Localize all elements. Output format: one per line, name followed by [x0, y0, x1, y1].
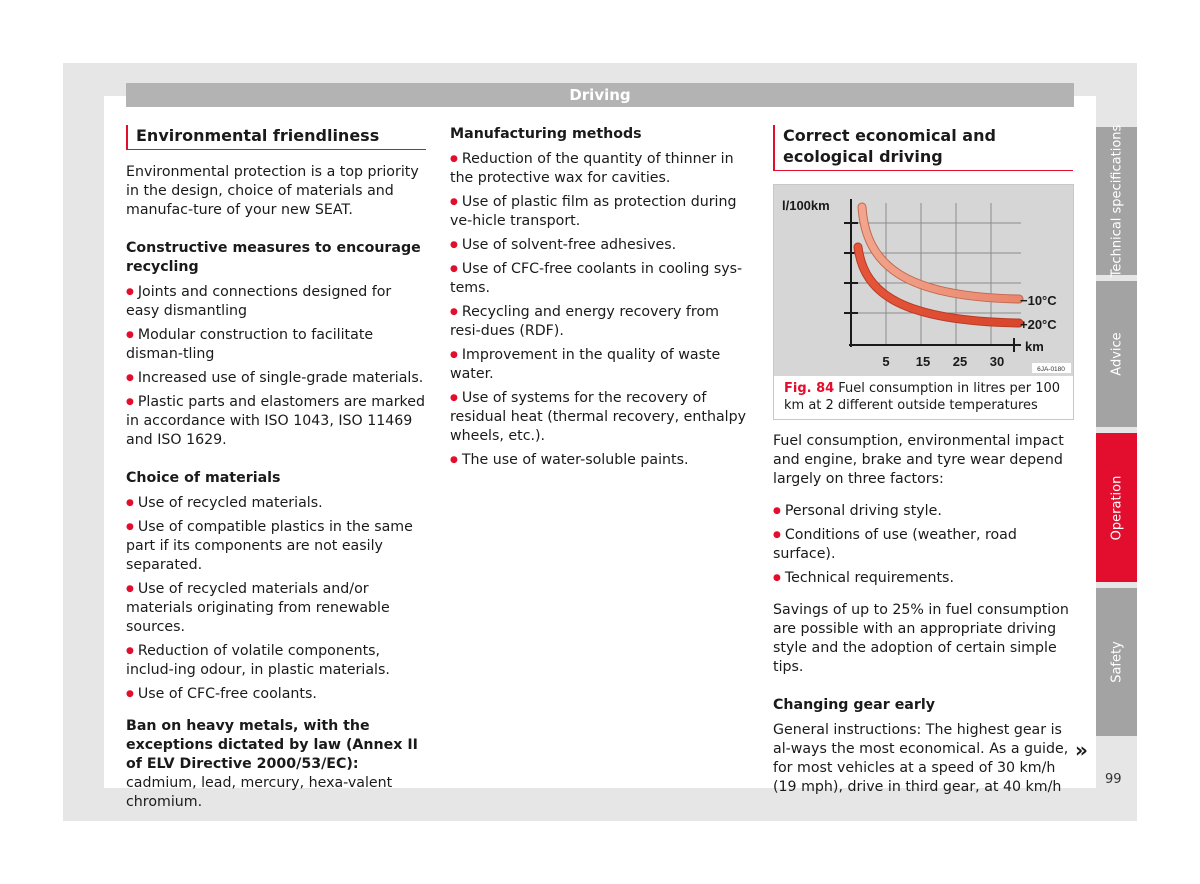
figure-number: Fig. 84	[784, 381, 835, 396]
intro-paragraph: Environmental protection is a top priority in the design, choice of materials and manufac-ture of your new SEAT.	[126, 164, 419, 218]
list-item: ● Conditions of use (weather, road surface).	[773, 526, 1073, 564]
heavy-metals-paragraph	[126, 717, 426, 812]
list-item: ● Technical requirements.	[773, 569, 1073, 588]
list-item: ● Reduction of the quantity of thinner in the protective wax for cavities.	[450, 150, 748, 188]
diagram-svg	[774, 185, 1073, 376]
column-manufacturing	[450, 125, 748, 470]
tab-safety[interactable]	[1096, 588, 1137, 736]
column-economical	[773, 125, 1073, 171]
heading-environmental: Environmental friendliness	[126, 125, 426, 150]
list-item: ● Use of systems for the recovery of residual heat (thermal recovery, enthalpy wheels, etc.).	[450, 389, 748, 446]
list-item: ● Increased use of single-grade materials.	[126, 369, 426, 388]
tab-operation[interactable]	[1096, 433, 1137, 582]
list-item: ● Reduction of volatile components, includ-ing odour, in plastic materials.	[126, 642, 426, 680]
curve-label-minus10: −10°C	[1020, 293, 1057, 308]
heading-economical: Correct economical and ecological driving	[773, 125, 1073, 171]
list-item: ● Joints and connections designed for easy dismantling	[126, 283, 426, 321]
x-tick-label: 30	[989, 354, 1005, 369]
list-item: ● Use of recycled materials.	[126, 494, 426, 513]
x-axis-label: km	[1025, 339, 1044, 354]
list-item: ● Recycling and energy recovery from resi-dues (RDF).	[450, 303, 748, 341]
list-item: ● The use of water-soluble paints.	[450, 451, 748, 470]
continue-icon: »	[1075, 738, 1088, 762]
list-item: ● Use of CFC-free coolants in cooling sys-tems.	[450, 260, 748, 298]
list-item: ● Use of solvent-free adhesives.	[450, 236, 748, 255]
heavy-metals-bold: Ban on heavy metals, with the exceptions dictated by law (Annex II of ELV Directive 2000/53/EC):	[126, 718, 418, 772]
gear-paragraph: General instructions: The highest gear is al-ways the most economical. As a guide, for most vehicles at a speed of 30 km/h (19 mph), drive in third gear, at 40 km/h	[773, 722, 1069, 795]
tab-technical-specifications[interactable]	[1096, 124, 1137, 278]
heading-manufacturing: Manufacturing methods	[450, 126, 642, 142]
list-item: ● Use of plastic film as protection during ve-hicle transport.	[450, 193, 748, 231]
factors-paragraph: Fuel consumption, environmental impact and engine, brake and tyre wear depend largely on three factors:	[773, 433, 1064, 487]
column-economical-body	[773, 432, 1073, 797]
tab-label: Advice	[1109, 332, 1124, 376]
figure-code: 6JA-0180	[1037, 366, 1065, 373]
figure-caption	[784, 380, 1069, 414]
subheading-materials: Choice of materials	[126, 470, 281, 486]
x-tick-label: 5	[882, 354, 890, 369]
tab-advice[interactable]	[1096, 281, 1137, 427]
fuel-consumption-diagram	[774, 185, 1073, 376]
list-item: ● Improvement in the quality of waste water.	[450, 346, 748, 384]
savings-paragraph: Savings of up to 25% in fuel consumption are possible with an appropriate driving style and the adoption of certain simple tips.	[773, 602, 1069, 675]
y-axis-label: l/100km	[782, 198, 830, 213]
section-header: Driving	[126, 83, 1074, 107]
figure-fuel-consumption	[773, 184, 1074, 420]
subheading-gear: Changing gear early	[773, 697, 935, 713]
list-item: ● Use of CFC-free coolants.	[126, 685, 426, 704]
tab-label: Technical specifications	[1109, 124, 1124, 278]
list-item: ● Use of recycled materials and/or materials originating from renewable sources.	[126, 580, 426, 637]
curve-label-plus20: +20°C	[1020, 317, 1057, 332]
list-item: ● Personal driving style.	[773, 502, 1073, 521]
list-item: ● Modular construction to facilitate disman-tling	[126, 326, 426, 364]
list-item: ● Plastic parts and elastomers are marked in accordance with ISO 1043, ISO 11469 and ISO 1629.	[126, 393, 426, 450]
list-item: ● Use of compatible plastics in the same part if its components are not easily separated.	[126, 518, 426, 575]
heavy-metals-text: cadmium, lead, mercury, hexa-valent chromium.	[126, 775, 393, 810]
tab-label: Safety	[1109, 641, 1124, 683]
x-tick-label: 15	[915, 354, 931, 369]
column-environmental	[126, 125, 426, 812]
page-number: 99	[1105, 772, 1122, 787]
x-tick-label: 25	[952, 354, 968, 369]
subheading-recycling: Constructive measures to encourage recycling	[126, 240, 421, 275]
tab-label: Operation	[1109, 475, 1124, 540]
figure-caption-text: Fuel consumption in litres per 100 km at 2 different outside temperatures	[784, 381, 1061, 413]
